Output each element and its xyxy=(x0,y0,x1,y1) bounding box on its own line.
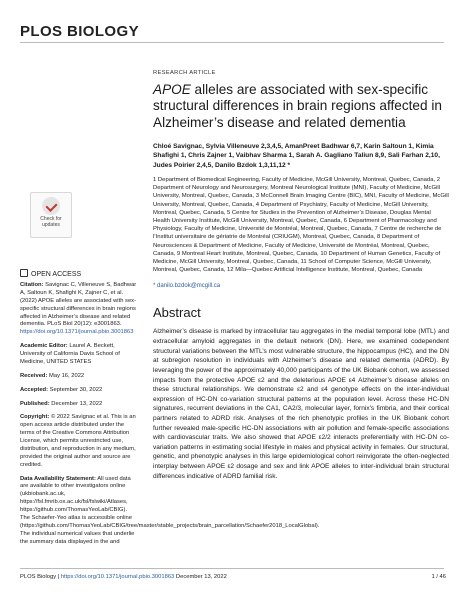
author-list: Chloé Savignac, Sylvia Villeneuve 2,3,4,5, AmanPreet Badhwar 6,7, Karin Saltoun 1, Kimia Shafighi 1, Chris Zajner 1, Vaibhav Sharma 1, Sarah A. Gagliano Taliun 8,9, Sali Farhan 2,10, Judes Poirier 2,4,5, Danilo Bzdok 1,3,11,12 * xyxy=(153,142,440,169)
copyright: Copyright: © 2022 Savignac et al. This is an open access article distributed under the terms of the Creative Commons Attribution License, which permits unrestricted use, distribution, and reproduction in any medium, provided the original author and source are credited. xyxy=(20,414,136,468)
lock-icon xyxy=(20,269,28,277)
footer: PLOS Biology | https://doi.org/10.1371/journal.pbio.3001863 December 13, 2022 xyxy=(20,574,227,580)
check-icon xyxy=(42,197,60,215)
journal-title: PLOS BIOLOGY xyxy=(20,23,139,40)
page-number: 1 / 46 xyxy=(431,574,446,580)
check-for-updates-badge[interactable] xyxy=(30,192,72,238)
published-date: Published: December 13, 2022 xyxy=(20,400,103,407)
footer-date: December 13, 2022 xyxy=(175,574,227,580)
article-type: RESEARCH ARTICLE xyxy=(153,70,216,76)
corresponding-email[interactable]: * danilo.bzdok@mcgill.ca xyxy=(153,283,221,290)
affiliations: 1 Department of Biomedical Engineering, Faculty of Medicine, McGill University, Montreal, Quebec, Canada, 2 Department of Neurology and Neurosurgery, Montreal Neurological Institute (MNI), Faculty of Medicine, McGill University, Montreal, Quebec, Canada, 3 McConnell Brain Imaging Centre (BIC), MNI, Faculty of Medicine, McGill University, Montreal, Quebec, Canada, 4 Department of Psychiatry, Faculty of Medicine, McGill University, Montreal, Quebec, Canada, 5 Centre for Studies in the Prevention of Alzheimer’s Disease, Douglas Mental Health University Institute, McGill University, Montreal, Quebec, Canada, 6 Department of Pharmacology and Physiology, Faculty of Medicine, Université de Montréal, Montreal, Quebec, Canada, 7 Centre de recherche de l’Institut universitaire de gériatrie de Montréal (CRIUGM), Montreal, Quebec, Canada, 8 Department of Neurosciences & Department of Medicine, Faculty of Medicine, Université de Montréal, Montreal, Quebec, Canada, 9 Montreal Heart Institute, Montreal, Quebec, Canada, 10 Department of Human Genetics, Faculty of Medicine, McGill University, Montreal, Quebec, Canada, 11 School of Computer Science, McGill University, Montreal, Quebec, Canada, 12 Mila—Quebec Artificial Intelligence Institute, Montreal, Quebec, Canada xyxy=(153,177,449,274)
data-availability: Data Availability Statement: All used data are available to other investigators online (ukbiobank.ac.uk, https://fsl.fmrib.ox.ac.uk/fsl/fslwiki/Atlases, https://github.com/ThomasYeoLab/CBIG). The Schaefer-Yeo atlas is accessible online (https://github.com/ThomasYeoLab/CBIG/tree/master/stable_projects/brain_parcellation/Schaefer2018_LocalGlobal). The individual numerical values that underlie the summary data displayed in the and xyxy=(20,475,320,545)
main-column xyxy=(153,70,449,481)
citation: Citation: Savignac C, Villeneuve S, Badhwar A, Saltoun K, Shafighi K, Zajner C, et al. (2022) APOE alleles are associated with sex-specific structural differences in brain regions affected in Alzheimer’s disease and related dementia. PLoS Biol 20(12): e3001863. https://doi.org/10.1371/journal.pbio.3001863 xyxy=(20,282,137,336)
accepted-date: Accepted: September 30, 2022 xyxy=(20,386,103,393)
abstract-heading: Abstract xyxy=(153,305,201,321)
footer-journal: PLOS Biology xyxy=(20,574,57,580)
badge-line-2: updates xyxy=(42,221,60,228)
article-title: APOE alleles are associated with sex-specific structural differences in brain regions affected in Alzheimer’s disease and related dementia xyxy=(153,82,442,130)
open-access-label: OPEN ACCESS xyxy=(20,268,81,278)
received-date: Received: May 16, 2022 xyxy=(20,372,85,379)
badge-line-1: Check for xyxy=(40,216,62,222)
abstract-body: Alzheimer’s disease is marked by intracellular tau aggregates in the medial temporal lobe (MTL) and extracellular amyloid aggregates in the default network (DN). Here, we examined codependent structural variations between the MTL’s most vulnerable structure, the hippocampus (HC), and the DN at subregion resolution in individuals with Alzheimer’s disease and related dementia (ADRD). By leveraging the power of the approximately 40,000 participants of the UK Biobank cohort, we assessed impacts from the protective APOE ε2 and the deleterious APOE ε4 Alzheimer’s disease alleles on these structural relationships. We demonstrate ε2 and ε4 genotype effects on the inter-individual expression of HC-DN co-variation structural patterns at the population level. Across these HC-DN signatures, recurrent deviations in the CA1, CA2/3, molecular layer, fornix’s fimbria, and their cortical partners related to ADRD risk. Analyses of the rich phenotypic profiles in the UK Biobank cohort further revealed male-specific HC-DN associations with air pollution and female-specific associations with cardiovascular traits. We also showed that APOE ε2/2 interacts preferentially with HC-DN co-variation patterns in estimating social lifestyle in males and physical activity in females. Our structural, genetic, and phenotypic analyses in this large epidemiological cohort reinvigorate the often-neglected interplay between APOE ε2 dosage and sex and link APOE alleles to inter-individual brain structural differences indicative of ADRD familial risk. xyxy=(153,328,449,480)
footer-divider xyxy=(20,568,444,569)
header-divider xyxy=(20,42,444,43)
footer-doi-link[interactable]: https://doi.org/10.1371/journal.pbio.3001863 xyxy=(60,574,175,580)
academic-editor: Academic Editor: Laurel A. Beckett, University of California Davis School of Medicine, UNITED STATES xyxy=(20,343,120,365)
citation-doi-link[interactable]: https://doi.org/10.1371/journal.pbio.3001863 xyxy=(20,329,134,336)
